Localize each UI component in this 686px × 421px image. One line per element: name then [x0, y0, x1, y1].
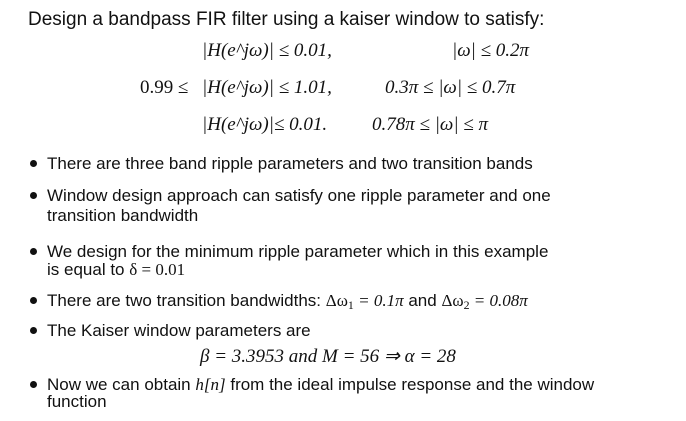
bullet-4-math2: $\Delta\omega_2 = 0.08\pi$	[441, 291, 528, 312]
bullet-dot	[30, 297, 37, 304]
bullet-dot	[30, 381, 37, 388]
equation-2-left: 0.99 ≤	[140, 77, 189, 98]
bullet-dot	[30, 192, 37, 199]
bullet-3-line2-text: is equal to	[47, 260, 125, 279]
equation-3-mid: |H(e^jω)|≤ 0.01.	[202, 114, 328, 135]
equation-2-mid: |H(e^jω)| ≤ 1.01,	[202, 77, 332, 98]
bullet-5-text: The Kaiser window parameters are	[47, 321, 311, 340]
equation-2-right: 0.3π ≤ |ω| ≤ 0.7π	[385, 77, 516, 98]
bullet-4-and: and	[408, 291, 437, 310]
bullet-6-rest: from the ideal impulse response and the window	[230, 375, 595, 394]
bullet-dot	[30, 160, 37, 167]
equation-1-mid: |H(e^jω)| ≤ 0.01,	[202, 40, 332, 61]
bullet-6-math: h[n]	[195, 375, 226, 394]
page-title: Design a bandpass FIR filter using a kaiser window to satisfy:	[28, 9, 545, 30]
kaiser-equation: β = 3.3953 and M = 56 ⇒ α = 28	[200, 346, 456, 367]
bullet-6-text: Now we can obtain	[47, 375, 191, 394]
bullet-dot	[30, 248, 37, 255]
equation-3-right: 0.78π ≤ |ω| ≤ π	[372, 114, 489, 135]
bullet-2-line1: Window design approach can satisfy one ripple parameter and one	[47, 186, 551, 205]
bullet-1-text: There are three band ripple parameters and two transition bands	[47, 154, 533, 173]
bullet-3-delta: δ = 0.01	[129, 260, 186, 279]
equation-1-right: |ω| ≤ 0.2π	[452, 40, 530, 61]
bullet-6-line2: function	[47, 392, 107, 411]
bullet-4-text: There are two transition bandwidths:	[47, 291, 322, 310]
bullet-dot	[30, 327, 37, 334]
bullet-3-line1: We design for the minimum ripple parameter which in this example	[47, 242, 549, 261]
bullet-2-line2: transition bandwidth	[47, 206, 199, 225]
bullet-4-math1: $\Delta\omega_1 = 0.1\pi$	[325, 291, 404, 312]
